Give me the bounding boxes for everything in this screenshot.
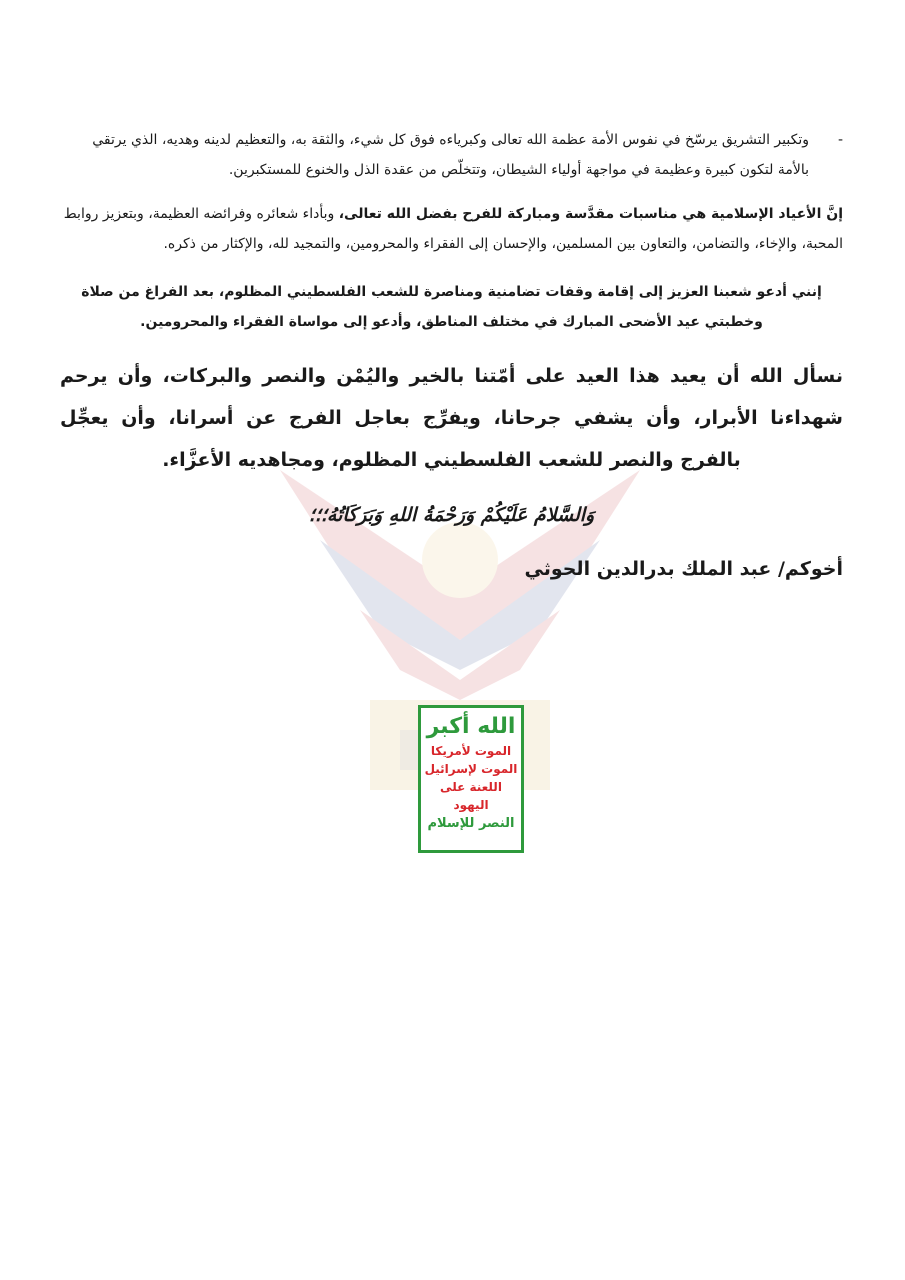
paragraph-call-to-solidarity: إنني أدعو شعبنا العزيز إلى إقامة وقفات تضامنية ومناصرة للشعب الفلسطيني المظلوم، بعد الفراغ من صلاة وخطبتي عيد الأضحى المبارك في مختلف المناطق، وأدعو إلى مواساة الفقراء والمحرومين. (81, 284, 822, 330)
paragraph-prayer: نسأل الله أن يعيد هذا العيد على أمّتنا بالخير واليُمْن والنصر والبركات، وأن يرحم شهداءنا الأبرار، وأن يشفي جرحانا، ويفرِّج بعاجل الفرج عن أسرانا، وأن يعجِّل بالفرج والنصر للشعب الفلسطيني المظلوم، ومجاهديه الأعزَّاء. (60, 365, 843, 471)
signature: أخوكم/ عبد الملك بدرالدين الحوثي (524, 558, 843, 580)
closing-salutation: وَالسَّلامُ عَلَيْكُمْ وَرَحْمَةُ اللهِ وَبَرَكَاتُهُ؛؛؛ (308, 504, 595, 526)
bullet-paragraph (60, 125, 843, 185)
slogan-line-2: الموت لأمريكا (430, 744, 512, 758)
paragraph-holidays (60, 199, 843, 259)
bullet-dash: - (837, 132, 843, 148)
slogan-line-3: الموت لإسرائيل (424, 762, 518, 776)
slogan-logo (418, 705, 524, 853)
slogan-line-1: الله أكبر (426, 714, 516, 739)
bullet-text: وتكبير التشريق يرسّخ في نفوس الأمة عظمة الله تعالى وكبرياءه فوق كل شيء، والثقة به، والتعظيم لدينه وهديه، الذي يرتقي بالأمة لتكون كبيرة وعظيمة في مواجهة أولياء الشيطان، وتتخلّص من عقدة الذل والخنوع للمستكبرين. (92, 132, 809, 178)
slogan-line-4: اللعنة على اليهود (440, 780, 502, 812)
letter-body (60, 125, 843, 589)
paragraph-holidays-bold: إنَّ الأعياد الإسلامية هي مناسبات مقدَّسة ومباركة للفرح بفضل الله تعالى، (338, 206, 843, 222)
slogan-line-5: النصر للإسلام (427, 816, 515, 831)
paragraph-holidays-rest: وبأداء شعائره وفرائضه العظيمة، وبتعزيز روابط المحبة، والإخاء، والتضامن، والتعاون بين المسلمين، والإحسان إلى الفقراء والمحرومين، والتمجيد لله، والإكثار من ذكره. (63, 206, 843, 252)
